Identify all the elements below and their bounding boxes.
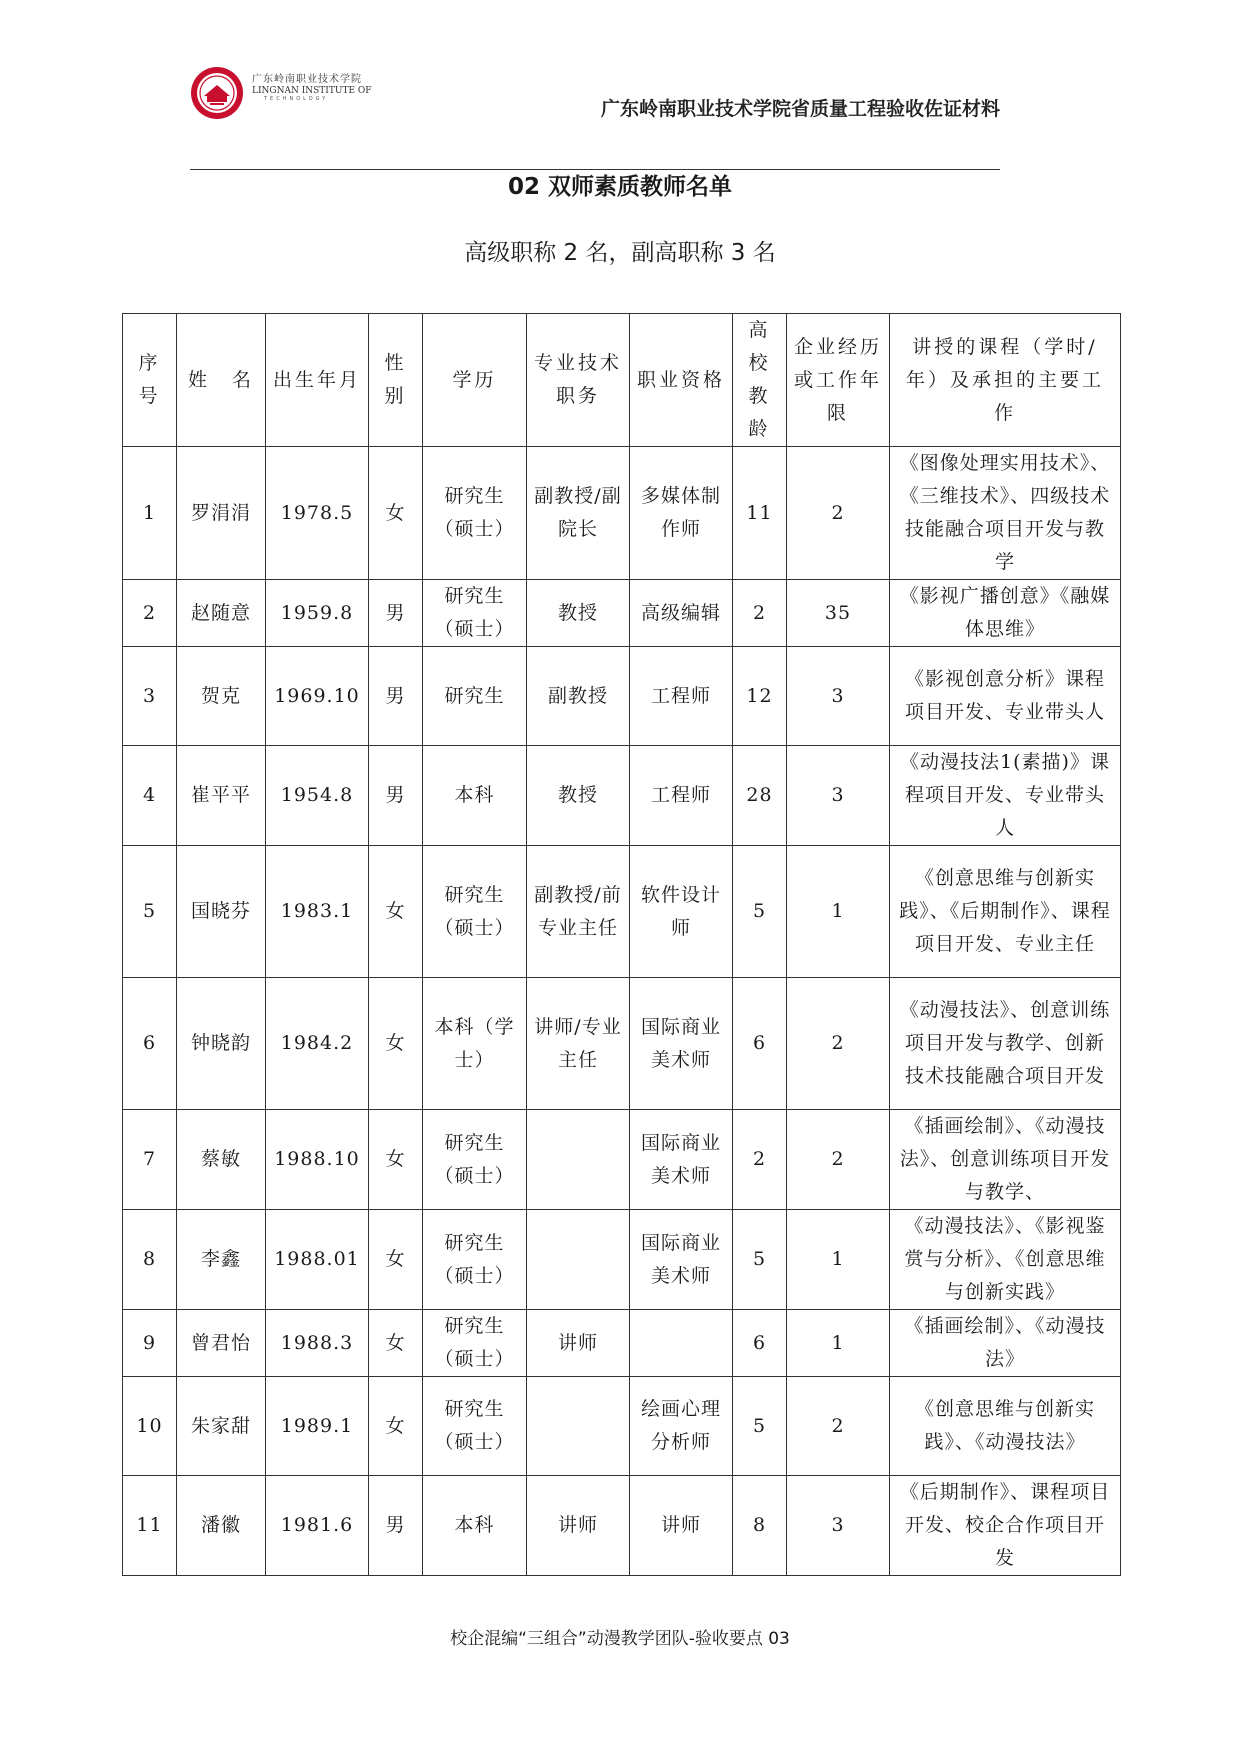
table-row [123,580,1121,647]
table-cell: 1988.10 [266,1110,369,1210]
table-cell: 国际商业美术师 [630,1110,733,1210]
header-cell: 性别 [369,314,423,447]
table-cell: 讲师 [527,1310,630,1377]
table-cell: 工程师 [630,647,733,746]
college-logo [190,66,244,120]
table-cell: 28 [733,746,787,846]
table-cell: 6 [733,1310,787,1377]
table-cell: 教授 [527,580,630,647]
table-cell: 女 [369,447,423,580]
table-cell: 曾君怡 [177,1310,266,1377]
table-cell: 《影视广播创意》《融媒体思维》 [890,580,1121,647]
table-cell: 钟晓韵 [177,978,266,1110]
table-cell: 女 [369,846,423,978]
table-cell: 研究生（硕士） [423,846,527,978]
table-cell: 6 [733,978,787,1110]
table-header-row [123,314,1121,447]
table-cell: 本科 [423,746,527,846]
table-cell: 李鑫 [177,1210,266,1310]
table-row [123,1476,1121,1576]
table-cell: 工程师 [630,746,733,846]
table-cell: 1978.5 [266,447,369,580]
table-cell: 2 [733,1110,787,1210]
table-row [123,1310,1121,1377]
table-cell: 2 [787,447,890,580]
header-cell: 学历 [423,314,527,447]
table-cell: 3 [123,647,177,746]
table-cell: 赵随意 [177,580,266,647]
table-row [123,846,1121,978]
table-cell: 8 [123,1210,177,1310]
table-cell: 《动漫技法》、《影视鉴赏与分析》、《创意思维与创新实践》 [890,1210,1121,1310]
table-row [123,447,1121,580]
table-cell: 国际商业美术师 [630,978,733,1110]
table-cell: 2 [123,580,177,647]
table-row [123,746,1121,846]
table-cell: 1 [123,447,177,580]
college-name-en-sub: TECHNOLOGY [264,96,329,102]
table-cell: 男 [369,746,423,846]
table-cell: 多媒体制作师 [630,447,733,580]
table-cell: 8 [733,1476,787,1576]
table-cell: 2 [787,1377,890,1476]
header-cell: 姓 名 [177,314,266,447]
table-cell: 研究生（硕士） [423,1110,527,1210]
table-cell: 6 [123,978,177,1110]
header-title: 广东岭南职业技术学院省质量工程验收佐证材料 [600,98,1000,120]
header-cell: 高校教龄 [733,314,787,447]
table-cell: 2 [787,1110,890,1210]
table-cell: 4 [123,746,177,846]
table-cell: 《图像处理实用技术》、《三维技术》、四级技术技能融合项目开发与教学 [890,447,1121,580]
table-cell: 《影视创意分析》课程项目开发、专业带头人 [890,647,1121,746]
table-cell: 1988.01 [266,1210,369,1310]
table-cell: 1981.6 [266,1476,369,1576]
college-name-en: LINGNAN INSTITUTE OF [252,86,372,96]
table-cell: 崔平平 [177,746,266,846]
header-cell: 专业技术职务 [527,314,630,447]
table-cell: 女 [369,1210,423,1310]
table-cell: 2 [787,978,890,1110]
table-cell: 1 [787,1210,890,1310]
table-cell: 《后期制作》、课程项目开发、校企合作项目开发 [890,1476,1121,1576]
page-footer: 校企混编“三组合”动漫教学团队-验收要点 03 [450,1629,790,1649]
document-subtitle: 高级职称 2 名，副高职称 3 名 [464,240,776,266]
table-cell: 国际商业美术师 [630,1210,733,1310]
table-cell: 3 [787,746,890,846]
table-cell: 11 [123,1476,177,1576]
table-cell: 5 [733,1377,787,1476]
table-cell: 男 [369,580,423,647]
table-row [123,1210,1121,1310]
table-cell: 本科 [423,1476,527,1576]
table-cell: 3 [787,1476,890,1576]
table-cell [527,1210,630,1310]
table-cell: 男 [369,1476,423,1576]
table-cell: 35 [787,580,890,647]
table-row [123,647,1121,746]
table-cell: 国晓芬 [177,846,266,978]
table-cell: 讲师 [630,1476,733,1576]
table-cell: 《创意思维与创新实践》、《后期制作》、课程项目开发、专业主任 [890,846,1121,978]
table-cell: 教授 [527,746,630,846]
header-cell: 企业经历或工作年限 [787,314,890,447]
table-cell: 讲师/专业主任 [527,978,630,1110]
table-cell: 本科（学士） [423,978,527,1110]
table-cell: 《动漫技法》、创意训练项目开发与教学、创新技术技能融合项目开发 [890,978,1121,1110]
table-cell: 高级编辑 [630,580,733,647]
table-cell: 研究生（硕士） [423,1210,527,1310]
college-name-block [252,70,372,102]
table-cell: 潘徽 [177,1476,266,1576]
teacher-table [122,313,1121,1576]
table-cell [527,1377,630,1476]
table-cell: 研究生（硕士） [423,1310,527,1377]
table-cell: 女 [369,1377,423,1476]
table-cell: 绘画心理分析师 [630,1377,733,1476]
table-cell [527,1110,630,1210]
table-cell: 1969.10 [266,647,369,746]
table-row [123,1110,1121,1210]
table-cell: 研究生 [423,647,527,746]
table-cell: 罗涓涓 [177,447,266,580]
table-cell: 蔡敏 [177,1110,266,1210]
table-cell: 7 [123,1110,177,1210]
table-cell: 2 [733,580,787,647]
table-cell: 《插画绘制》、《动漫技法》、创意训练项目开发与教学、 [890,1110,1121,1210]
table-cell: 1 [787,1310,890,1377]
table-row [123,978,1121,1110]
table-cell: 男 [369,647,423,746]
table-cell: 研究生（硕士） [423,1377,527,1476]
table-cell: 副教授/前专业主任 [527,846,630,978]
table-cell: 12 [733,647,787,746]
table-cell: 1984.2 [266,978,369,1110]
table-cell: 3 [787,647,890,746]
table-cell: 副教授 [527,647,630,746]
header-cell: 讲授的课程（学时/年）及承担的主要工作 [890,314,1121,447]
table-cell: 女 [369,1310,423,1377]
table-cell: 朱家甜 [177,1377,266,1476]
table-cell: 研究生（硕士） [423,580,527,647]
table-cell: 副教授/副院长 [527,447,630,580]
table-cell: 9 [123,1310,177,1377]
header-cell: 序号 [123,314,177,447]
table-cell: 5 [123,846,177,978]
table-cell: 11 [733,447,787,580]
table-cell: 1983.1 [266,846,369,978]
table-cell: 女 [369,978,423,1110]
table-cell: 贺克 [177,647,266,746]
table-cell: 《插画绘制》、《动漫技法》 [890,1310,1121,1377]
college-name-cn: 广东岭南职业技术学院 [252,74,362,85]
table-cell: 1 [787,846,890,978]
table-cell: 5 [733,1210,787,1310]
table-row [123,1377,1121,1476]
header-cell: 出生年月 [266,314,369,447]
table-cell: 《创意思维与创新实践》、《动漫技法》 [890,1377,1121,1476]
table-cell: 10 [123,1377,177,1476]
table-cell: 女 [369,1110,423,1210]
table-cell: 1988.3 [266,1310,369,1377]
table-cell: 5 [733,846,787,978]
table-cell: 软件设计师 [630,846,733,978]
table-cell: 《动漫技法1(素描)》课程项目开发、专业带头人 [890,746,1121,846]
table-cell: 1959.8 [266,580,369,647]
document-title: 02 双师素质教师名单 [507,174,732,200]
table-cell [630,1310,733,1377]
table-cell: 1989.1 [266,1377,369,1476]
page-header [190,58,1000,120]
header-cell: 职业资格 [630,314,733,447]
table-cell: 1954.8 [266,746,369,846]
table-cell: 研究生（硕士） [423,447,527,580]
table-cell: 讲师 [527,1476,630,1576]
